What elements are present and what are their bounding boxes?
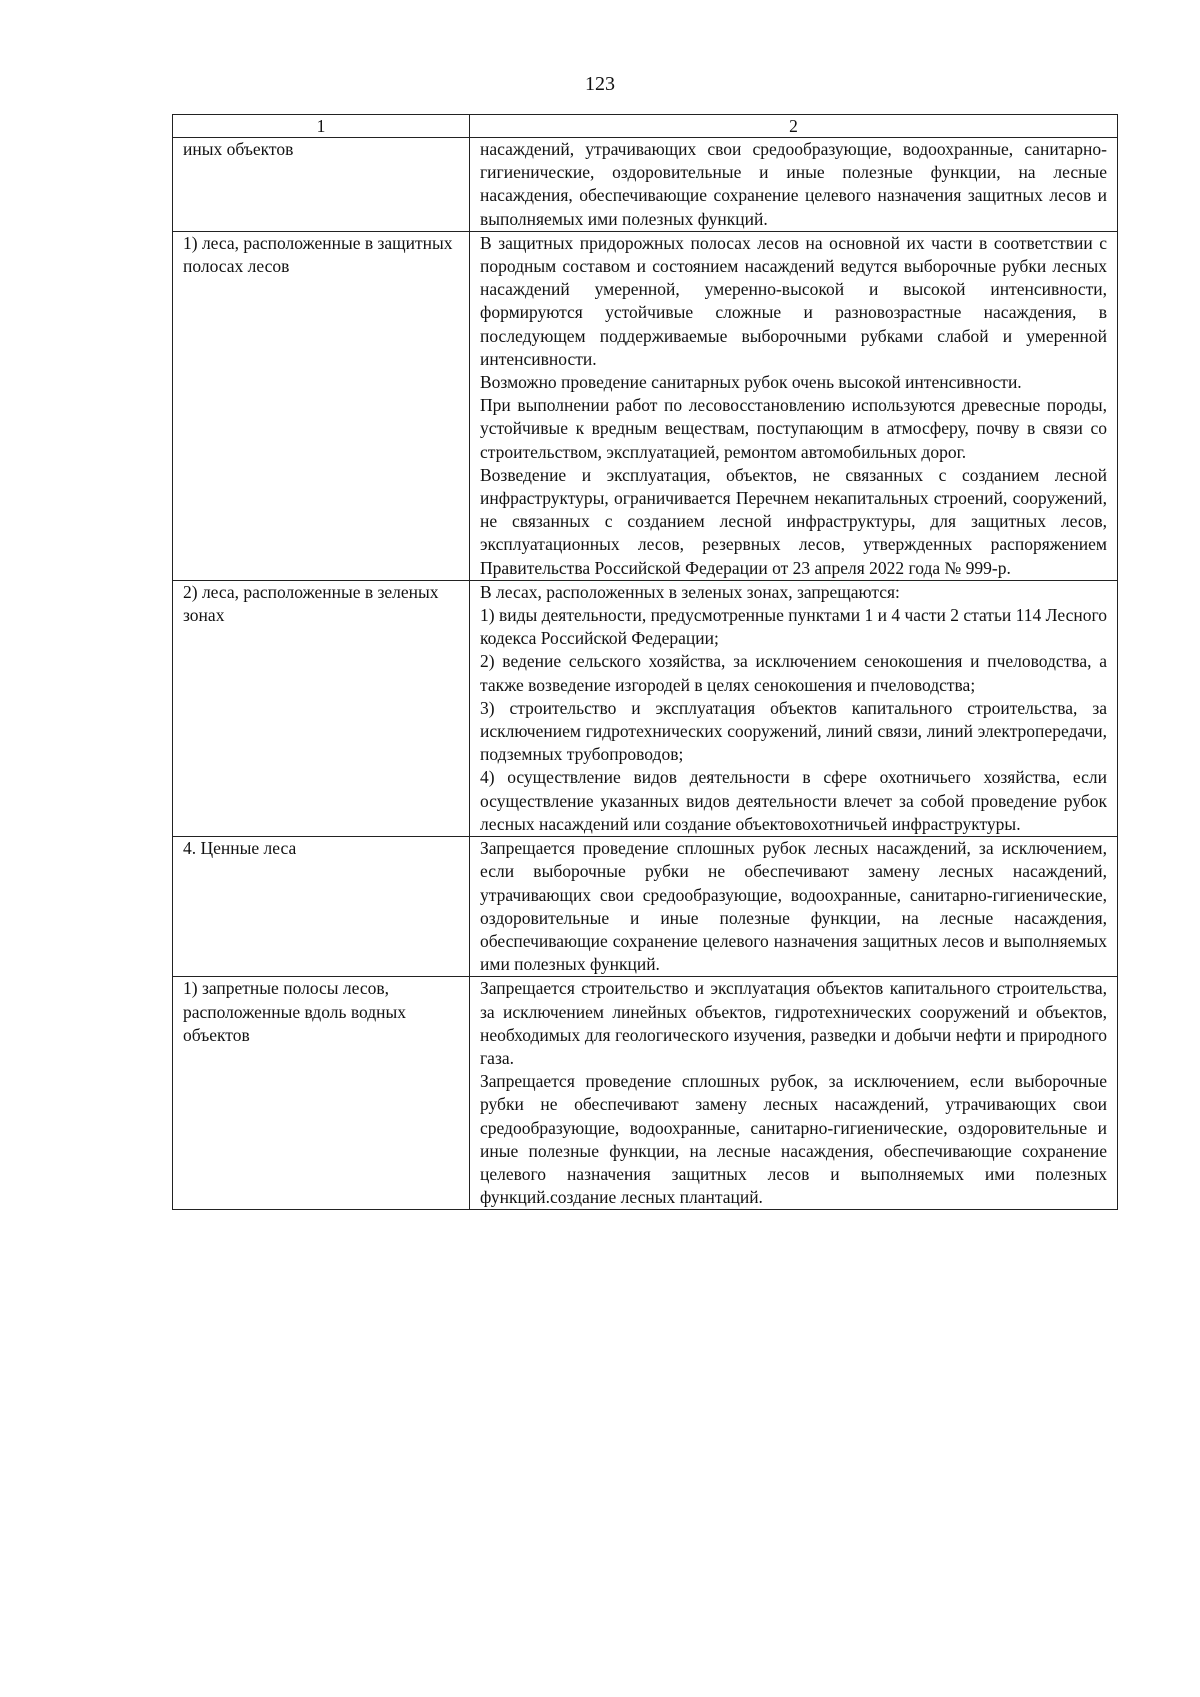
regulation-paragraph: 2) ведение сельского хозяйства, за исключением сенокошения и пчеловодства, а также возведение изгородей в целях сенокошения и пчеловодства; — [480, 651, 1107, 695]
regulation-paragraph: Возведение и эксплуатация, объектов, не связанных с созданием лесной инфраструктуры, ограничивается Перечнем некапитальных строений, сооружений, не связанных с созданием лесной инфраструктуры, для защитных лесов, эксплуатационных лесов, резервных лесов, утвержденных распоряжением Правительства Российской Федерации от 23 апреля 2022 года № 999-р. — [480, 464, 1107, 578]
table-row — [173, 837, 1118, 977]
regulation-paragraph: Возможно проведение санитарных рубок очень высокой интенсивности. — [480, 372, 1022, 393]
regulation-paragraph: Запрещается проведение сплошных рубок, за исключением, если выборочные рубки не обеспечивают замену лесных насаждений, утрачивающих свои средообразующие, водоохранные, санитарно-гигиенические, оздоровительные и иные полезные функции, на лесные насаждения, обеспечивающие сохранение целевого назначения защитных лесов и выполняемых ими полезных функций.создание лесных плантаций. — [480, 1071, 1107, 1208]
regulation-paragraph: В защитных придорожных полосах лесов на основной их части в соответствии с породным составом и состоянием насаждений ведутся выборочные рубки лесных насаждений умеренной, умеренно-высокой и высокой интенсивности, формируются устойчивые сложные и разновозрастные насаждения, в последующем поддерживаемые выборочными рубками слабой и умеренной интенсивности. — [480, 232, 1107, 369]
table-row — [173, 977, 1118, 1210]
regulation-text-cell — [470, 837, 1118, 977]
forest-category-cell: 2) леса, расположенные в зеленых зонах — [173, 580, 470, 836]
regulations-table — [172, 114, 1118, 1210]
table-header-row — [173, 115, 1118, 138]
regulation-paragraph: 1) виды деятельности, предусмотренные пунктами 1 и 4 части 2 статьи 114 Лесного кодекса Российской Федерации; — [480, 605, 1107, 649]
regulation-paragraph: 4) осуществление видов деятельности в сфере охотничьего хозяйства, если осуществление указанных видов деятельности влечет за собой проведение рубок лесных насаждений или создание объектовохотничьей инфраструктуры. — [480, 767, 1107, 834]
regulation-text-cell — [470, 580, 1118, 836]
regulation-paragraph: Запрещается проведение сплошных рубок лесных насаждений, за исключением, если выборочные рубки не обеспечивают замену лесных насаждений, утрачивающих свои средообразующие, водоохранные, санитарно-гигиенические, оздоровительные и иные полезные функции, на лесные насаждения, обеспечивающие сохранение целевого назначения защитных лесов и выполняемых ими полезных функций. — [480, 838, 1107, 975]
forest-category-cell: иных объектов — [173, 138, 470, 232]
table-row — [173, 138, 1118, 232]
regulation-paragraph: При выполнении работ по лесовосстановлению используются древесные породы, устойчивые к вредным веществам, поступающим в атмосферу, почву в связи со строительством, эксплуатацией, ремонтом автомобильных дорог. — [480, 395, 1107, 462]
page-number: 123 — [585, 73, 615, 95]
regulation-paragraph: насаждений, утрачивающих свои средообразующие, водоохранные, санитарно-гигиенические, оздоровительные и иные полезные функции, на лесные насаждения, обеспечивающие сохранение целевого назначения защитных лесов и выполняемых ими полезных функций. — [480, 139, 1107, 229]
regulation-text-cell — [470, 138, 1118, 232]
column-header-2: 2 — [470, 115, 1118, 138]
forest-category-cell: 1) запретные полосы лесов, расположенные вдоль водных объектов — [173, 977, 470, 1210]
regulation-paragraph: Запрещается строительство и эксплуатация объектов капитального строительства, за исключением линейных объектов, гидротехнических сооружений и объектов, необходимых для геологического изучения, разведки и добычи нефти и природного газа. — [480, 978, 1107, 1068]
regulation-paragraph: В лесах, расположенных в зеленых зонах, запрещаются: — [480, 581, 900, 602]
column-header-1: 1 — [173, 115, 470, 138]
table-row — [173, 580, 1118, 836]
regulation-text-cell — [470, 977, 1118, 1210]
forest-category-cell: 4. Ценные леса — [173, 837, 470, 977]
regulation-text-cell — [470, 231, 1118, 580]
regulation-paragraph: 3) строительство и эксплуатация объектов капитального строительства, за исключением гидротехнических сооружений, линий связи, линий электропередачи, подземных трубопроводов; — [480, 697, 1107, 765]
table-row — [173, 231, 1118, 580]
forest-category-cell: 1) леса, расположенные в защитных полосах лесов — [173, 231, 470, 580]
